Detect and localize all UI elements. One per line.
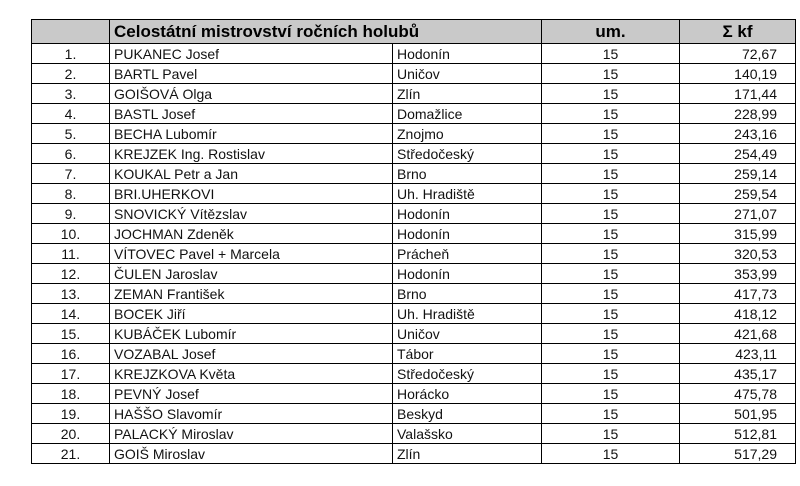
table-row [32, 224, 796, 244]
kf-cell: 254,49 [680, 144, 796, 164]
rank-cell: 9. [32, 204, 110, 224]
region-cell: Tábor [393, 344, 542, 364]
region-cell: Brno [393, 284, 542, 304]
region-cell: Středočeský [393, 144, 542, 164]
kf-cell: 417,73 [680, 284, 796, 304]
table-row [32, 64, 796, 84]
rank-cell: 17. [32, 364, 110, 384]
table-row [32, 344, 796, 364]
region-cell: Uh. Hradiště [393, 184, 542, 204]
name-cell: BASTL Josef [110, 104, 393, 124]
table-row [32, 444, 796, 464]
region-cell: Domažlice [393, 104, 542, 124]
table-row [32, 124, 796, 144]
um-cell: 15 [542, 404, 680, 424]
name-cell: PEVNÝ Josef [110, 384, 393, 404]
um-cell: 15 [542, 304, 680, 324]
region-cell: Zlín [393, 444, 542, 464]
um-cell: 15 [542, 64, 680, 84]
um-cell: 15 [542, 284, 680, 304]
table-row [32, 164, 796, 184]
kf-cell: 501,95 [680, 404, 796, 424]
region-cell: Středočeský [393, 364, 542, 384]
table-row [32, 84, 796, 104]
table-row [32, 184, 796, 204]
kf-cell: 228,99 [680, 104, 796, 124]
region-cell: Hodonín [393, 224, 542, 244]
table-row [32, 264, 796, 284]
rank-cell: 16. [32, 344, 110, 364]
name-cell: GOIŠOVÁ Olga [110, 84, 393, 104]
table-row [32, 144, 796, 164]
region-cell: Beskyd [393, 404, 542, 424]
kf-cell: 517,29 [680, 444, 796, 464]
um-cell: 15 [542, 344, 680, 364]
rank-cell: 14. [32, 304, 110, 324]
name-cell: BECHA Lubomír [110, 124, 393, 144]
rank-cell: 15. [32, 324, 110, 344]
region-cell: Zlín [393, 84, 542, 104]
rank-cell: 12. [32, 264, 110, 284]
kf-cell: 72,67 [680, 44, 796, 64]
name-cell: SNOVICKÝ Vítězslav [110, 204, 393, 224]
header-um: um. [542, 20, 680, 44]
name-cell: PALACKÝ Miroslav [110, 424, 393, 444]
kf-cell: 353,99 [680, 264, 796, 284]
kf-cell: 435,17 [680, 364, 796, 384]
results-table [31, 19, 796, 464]
rank-cell: 10. [32, 224, 110, 244]
name-cell: PUKANEC Josef [110, 44, 393, 64]
header-row [32, 20, 796, 44]
kf-cell: 315,99 [680, 224, 796, 244]
um-cell: 15 [542, 324, 680, 344]
um-cell: 15 [542, 44, 680, 64]
name-cell: JOCHMAN Zdeněk [110, 224, 393, 244]
table-row [32, 44, 796, 64]
um-cell: 15 [542, 164, 680, 184]
region-cell: Brno [393, 164, 542, 184]
table-row [32, 244, 796, 264]
um-cell: 15 [542, 104, 680, 124]
region-cell: Uničov [393, 324, 542, 344]
um-cell: 15 [542, 124, 680, 144]
header-blank-cell [32, 20, 110, 44]
region-cell: Uničov [393, 64, 542, 84]
kf-cell: 320,53 [680, 244, 796, 264]
um-cell: 15 [542, 244, 680, 264]
name-cell: VOZABAL Josef [110, 344, 393, 364]
rank-cell: 19. [32, 404, 110, 424]
rank-cell: 7. [32, 164, 110, 184]
table-row [32, 104, 796, 124]
um-cell: 15 [542, 184, 680, 204]
region-cell: Valašsko [393, 424, 542, 444]
name-cell: KREJZKOVA Květa [110, 364, 393, 384]
name-cell: KUBÁČEK Lubomír [110, 324, 393, 344]
rank-cell: 6. [32, 144, 110, 164]
region-cell: Znojmo [393, 124, 542, 144]
kf-cell: 418,12 [680, 304, 796, 324]
um-cell: 15 [542, 364, 680, 384]
name-cell: BARTL Pavel [110, 64, 393, 84]
rank-cell: 20. [32, 424, 110, 444]
region-cell: Hodonín [393, 264, 542, 284]
region-cell: Horácko [393, 384, 542, 404]
um-cell: 15 [542, 444, 680, 464]
rank-cell: 13. [32, 284, 110, 304]
table-row [32, 384, 796, 404]
name-cell: ČULEN Jaroslav [110, 264, 393, 284]
table-row [32, 284, 796, 304]
kf-cell: 171,44 [680, 84, 796, 104]
name-cell: KOUKAL Petr a Jan [110, 164, 393, 184]
region-cell: Prácheň [393, 244, 542, 264]
kf-cell: 259,54 [680, 184, 796, 204]
kf-cell: 140,19 [680, 64, 796, 84]
table-row [32, 204, 796, 224]
header-kf: Σ kf [680, 20, 796, 44]
rank-cell: 1. [32, 44, 110, 64]
name-cell: VÍTOVEC Pavel + Marcela [110, 244, 393, 264]
rank-cell: 8. [32, 184, 110, 204]
region-cell: Hodonín [393, 204, 542, 224]
kf-cell: 259,14 [680, 164, 796, 184]
rank-cell: 11. [32, 244, 110, 264]
table-row [32, 424, 796, 444]
rank-cell: 21. [32, 444, 110, 464]
table-title: Celostátní mistrovství ročních holubů [110, 20, 542, 44]
rank-cell: 3. [32, 84, 110, 104]
kf-cell: 421,68 [680, 324, 796, 344]
table-row [32, 404, 796, 424]
name-cell: GOIŠ Miroslav [110, 444, 393, 464]
kf-cell: 475,78 [680, 384, 796, 404]
um-cell: 15 [542, 224, 680, 244]
name-cell: ZEMAN František [110, 284, 393, 304]
kf-cell: 271,07 [680, 204, 796, 224]
region-cell: Hodonín [393, 44, 542, 64]
region-cell: Uh. Hradiště [393, 304, 542, 324]
rank-cell: 4. [32, 104, 110, 124]
rank-cell: 18. [32, 384, 110, 404]
table-row [32, 324, 796, 344]
um-cell: 15 [542, 264, 680, 284]
name-cell: KREJZEK Ing. Rostislav [110, 144, 393, 164]
name-cell: BRI.UHERKOVI [110, 184, 393, 204]
um-cell: 15 [542, 424, 680, 444]
kf-cell: 423,11 [680, 344, 796, 364]
table-row [32, 364, 796, 384]
um-cell: 15 [542, 384, 680, 404]
table-body [32, 44, 796, 464]
table-row [32, 304, 796, 324]
rank-cell: 5. [32, 124, 110, 144]
rank-cell: 2. [32, 64, 110, 84]
name-cell: BOCEK Jiří [110, 304, 393, 324]
kf-cell: 512,81 [680, 424, 796, 444]
um-cell: 15 [542, 204, 680, 224]
um-cell: 15 [542, 84, 680, 104]
name-cell: HAŠŠO Slavomír [110, 404, 393, 424]
kf-cell: 243,16 [680, 124, 796, 144]
um-cell: 15 [542, 144, 680, 164]
